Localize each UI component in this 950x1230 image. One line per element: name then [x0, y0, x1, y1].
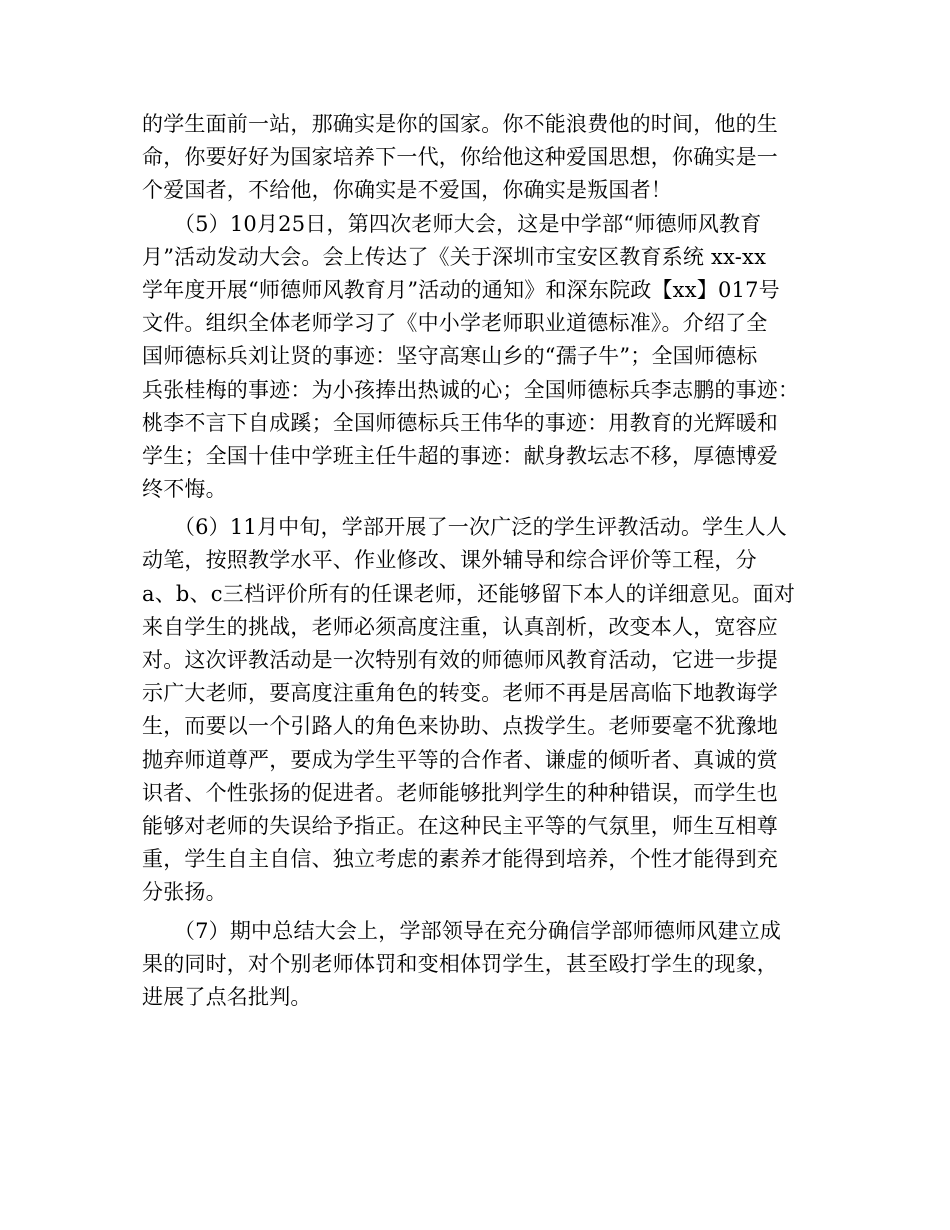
- text-line: 个爱国者，不给他，你确实是不爱国，你确实是叛国者！: [142, 178, 672, 203]
- text-line: 命，你要好好为国家培养下一代，你给他这种爱国思想，你确实是一: [142, 145, 778, 170]
- paragraph: [142, 915, 822, 1015]
- text-line: 学生；全国十佳中学班主任牛超的事迹：献身教坛志不移，厚德博爱: [142, 443, 778, 468]
- paragraph: [142, 108, 822, 208]
- text-line: 桃李不言下自成蹊；全国师德标兵王伟华的事迹：用教育的光辉暖和: [142, 410, 778, 435]
- text-line: 进展了点名批判。: [142, 984, 312, 1009]
- text-line: 果的同时，对个别老师体罚和变相体罚学生，甚至殴打学生的现象，: [142, 951, 778, 976]
- text-line: a、b、c三档评价所有的任课老师，还能够留下本人的详细意见。面对: [142, 581, 796, 606]
- text-line: 能够对老师的失误给予指正。在这种民主平等的气氛里，师生互相尊: [142, 813, 778, 838]
- text-line: 动笔，按照教学水平、作业修改、课外辅导和综合评价等工程，分: [142, 548, 757, 573]
- text-line: 抛弃师道尊严，要成为学生平等的合作者、谦虚的倾听者、真诚的赏: [142, 747, 778, 772]
- text-line: 学年度开展“师德师风教育月”活动的通知》和深东院政【xx】017号: [142, 277, 780, 302]
- document-body: [142, 108, 822, 1014]
- text-line: 识者、个性张扬的促进者。老师能够批判学生的种种错误，而学生也: [142, 780, 778, 805]
- text-line: 生，而要以一个引路人的角色来协助、点拨学生。老师要毫不犹豫地: [142, 714, 778, 739]
- text-line: 重，学生自主自信、独立考虑的素养才能得到培养，个性才能得到充: [142, 847, 778, 872]
- text-line: 国师德标兵刘让贤的事迹：坚守高寒山乡的“孺子牛”；全国师德标: [142, 344, 758, 369]
- paragraph: [142, 208, 822, 507]
- text-line: 终不悔。: [142, 477, 227, 502]
- text-line: （7）期中总结大会上，学部领导在充分确信学部师德师风建立成: [142, 918, 782, 943]
- text-line: 的学生面前一站，那确实是你的国家。你不能浪费他的时间，他的生: [142, 112, 778, 136]
- text-line: （6）11月中旬，学部开展了一次广泛的学生评教活动。学生人人: [142, 515, 787, 540]
- text-line: 来自学生的挑战，老师必须高度注重，认真剖析，改变本人，宽容应: [142, 614, 778, 639]
- text-line: 示广大老师，要高度注重角色的转变。老师不再是居高临下地教诲学: [142, 681, 778, 706]
- paragraph: [142, 511, 822, 909]
- text-line: 月”活动发动大会。会上传达了《关于深圳市宝安区教育系统 xx-xx: [142, 244, 767, 269]
- text-line: 对。这次评教活动是一次特别有效的师德师风教育活动，它进一步提: [142, 648, 778, 672]
- text-line: 文件。组织全体老师学习了《中小学老师职业道德标准》。介绍了全: [142, 311, 768, 336]
- text-line: （5）10月25日，第四次老师大会，这是中学部“师德师风教育: [142, 211, 762, 236]
- text-line: 分张扬。: [142, 880, 227, 905]
- text-line: 兵张桂梅的事迹：为小孩捧出热诚的心；全国师德标兵李志鹏的事迹：: [142, 377, 800, 402]
